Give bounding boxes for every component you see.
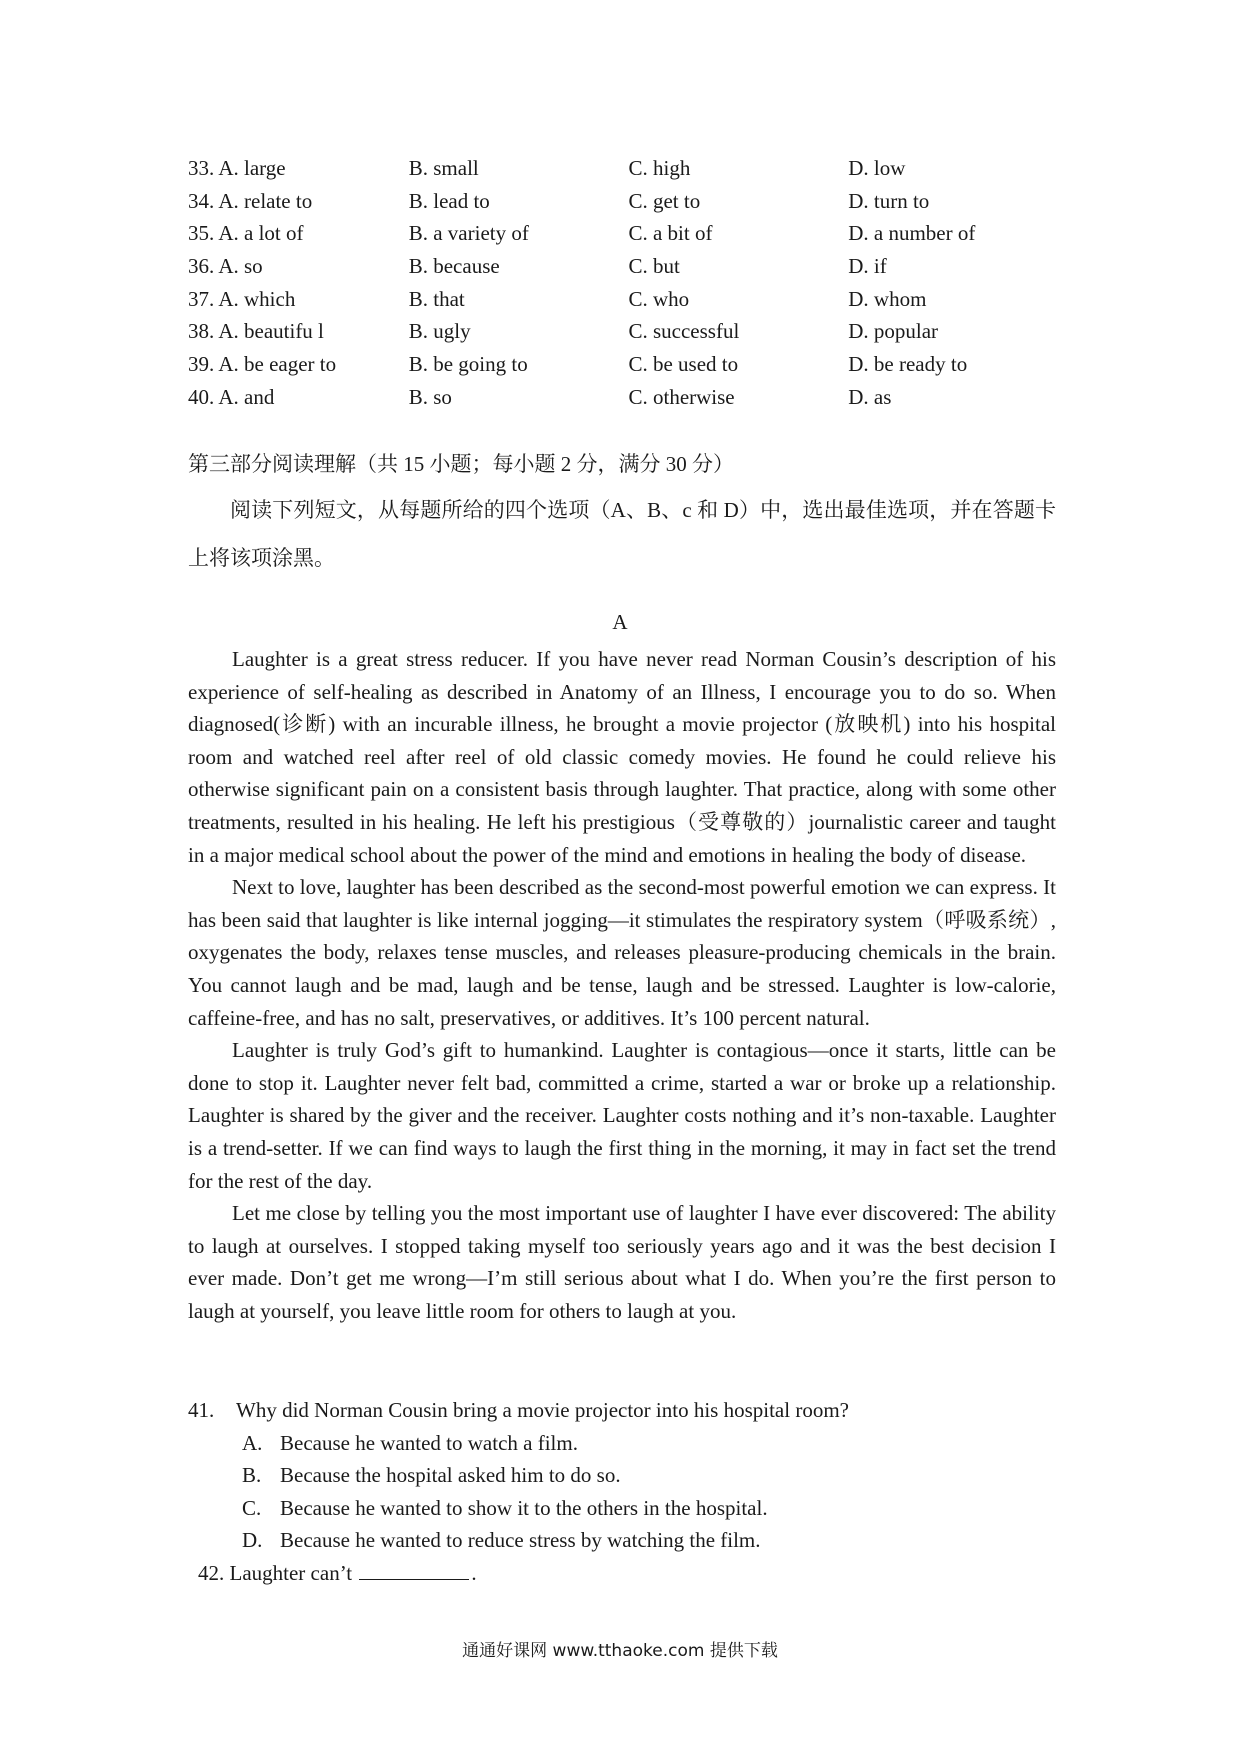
question-number: 42. — [198, 1560, 225, 1585]
option-row-40 — [188, 381, 1068, 414]
reading-passage — [188, 643, 1056, 1327]
option-b: B. ugly — [408, 319, 471, 344]
option-d: D. a number of — [848, 221, 976, 246]
option-a: 36. A. so — [188, 253, 263, 278]
choice-c — [188, 1492, 1056, 1525]
option-d: D. whom — [848, 286, 927, 311]
question-stem: Why did Norman Cousin bring a movie projector into his hospital room? — [236, 1398, 849, 1422]
question-41 — [188, 1394, 1056, 1427]
option-a: 34. A. relate to — [188, 188, 313, 213]
choice-text: Because he wanted to watch a film. — [280, 1430, 578, 1455]
passage-paragraph: Next to love, laughter has been described as the second-most powerful emotion we can express. It has been said that laughter is like internal jogging—it stimulates the respiratory system（呼吸系统）, oxygenates the body, relaxes tense muscles, and releases pleasure-producing chemicals in the brain. You cannot laugh and be mad, laugh and be tense, laugh and be stressed. Laughter is low-calorie, caffeine-free, and has no salt, preservatives, or additives. It’s 100 percent natural. — [188, 875, 1056, 1030]
question-stem: Laughter can’t — [229, 1560, 353, 1585]
option-b: B. because — [408, 253, 500, 278]
option-b: B. be going to — [408, 351, 528, 376]
option-c: C. be used to — [628, 351, 739, 376]
option-d: D. be ready to — [848, 351, 968, 376]
option-row-39 — [188, 348, 1068, 381]
passage-paragraph: Let me close by telling you the most important use of laughter I have ever discovered: The ability to laugh at ourselves. I stopped taking myself too seriously years ago and it was the best decision I ever made. Don’t get me wrong—I’m still serious about what I do. When you’re the first person to laugh at yourself, you leave little room for others to laugh at you. — [188, 1201, 1056, 1323]
option-c: C. high — [628, 155, 691, 180]
choice-letter: D. — [242, 1528, 263, 1553]
option-c: C. otherwise — [628, 384, 735, 409]
option-d: D. popular — [848, 319, 939, 344]
passage-label: A — [612, 610, 628, 634]
passage-paragraph: Laughter is truly God’s gift to humankind. Laughter is contagious—once it starts, little can be done to stop it. Laughter never felt bad, committed a crime, started a war or broke up a relationship. Laughter is shared by the giver and the receiver. Laughter costs nothing and it’s non-taxable. Laughter is a trend-setter. If we can find ways to laugh the first thing in the morning, it may in fact set the trend for the rest of the day. — [188, 1038, 1056, 1193]
question-list — [188, 1394, 1056, 1590]
option-d: D. low — [848, 155, 906, 180]
option-a: 35. A. a lot of — [188, 221, 304, 246]
option-row-34 — [188, 185, 1068, 218]
option-row-38 — [188, 315, 1068, 348]
choice-text: Because he wanted to reduce stress by watching the film. — [280, 1528, 761, 1553]
option-a: 38. A. beautifu l — [188, 319, 324, 344]
question-number: 41. — [188, 1398, 215, 1422]
option-d: D. turn to — [848, 188, 930, 213]
option-b: B. so — [408, 384, 452, 409]
section-title: 第三部分阅读理解（共 15 小题；每小题 2 分，满分 30 分） — [188, 452, 734, 476]
option-d: D. if — [848, 253, 887, 278]
page-footer: 通通好课网 www.tthaoke.com 提供下载 — [462, 1641, 778, 1661]
option-row-37 — [188, 283, 1068, 316]
choice-b — [188, 1459, 1056, 1492]
question-end: . — [471, 1560, 477, 1585]
choice-letter: A. — [242, 1430, 263, 1455]
passage-paragraph: Laughter is a great stress reducer. If you have never read Norman Cousin’s description of his experience of self-healing as described in Anatomy of an Illness, I encourage you to do so. When diagnosed(诊断) with an incurable illness, he brought a movie projector (放映机) into his hospital room and watched reel after reel of old classic comedy movies. He found he could relieve his otherwise significant pain on a consistent basis through laughter. That practice, along with some other treatments, resulted in his healing. He left his prestigious（受尊敬的）journalistic career and taught in a major medical school about the power of the mind and emotions in healing the body of disease. — [188, 647, 1056, 867]
option-a: 37. A. which — [188, 286, 296, 311]
choice-a — [188, 1427, 1056, 1460]
option-c: C. successful — [628, 319, 740, 344]
question-42 — [188, 1557, 1056, 1590]
option-c: C. get to — [628, 188, 701, 213]
option-d: D. as — [848, 384, 892, 409]
option-a: 39. A. be eager to — [188, 351, 337, 376]
choice-text: Because he wanted to show it to the others in the hospital. — [280, 1495, 768, 1520]
option-c: C. a bit of — [628, 221, 713, 246]
option-row-33 — [188, 152, 1068, 185]
option-row-36 — [188, 250, 1068, 283]
option-c: C. but — [628, 253, 680, 278]
choice-text: Because the hospital asked him to do so. — [280, 1463, 621, 1488]
option-b: B. that — [408, 286, 465, 311]
option-a: 40. A. and — [188, 384, 275, 409]
option-b: B. lead to — [408, 188, 490, 213]
cloze-options-table — [188, 152, 1068, 414]
choice-d — [188, 1524, 1056, 1557]
choice-letter: B. — [242, 1463, 262, 1488]
section-instructions: 阅读下列短文，从每题所给的四个选项（A、B、c 和 D）中，选出最佳选项，并在答题卡上将该项涂黑。 — [188, 498, 1056, 570]
option-b: B. a variety of — [408, 221, 529, 246]
option-c: C. who — [628, 286, 690, 311]
answer-blank — [359, 1559, 469, 1580]
option-b: B. small — [408, 155, 479, 180]
choice-letter: C. — [242, 1495, 262, 1520]
option-a: 33. A. large — [188, 155, 286, 180]
option-row-35 — [188, 217, 1068, 250]
